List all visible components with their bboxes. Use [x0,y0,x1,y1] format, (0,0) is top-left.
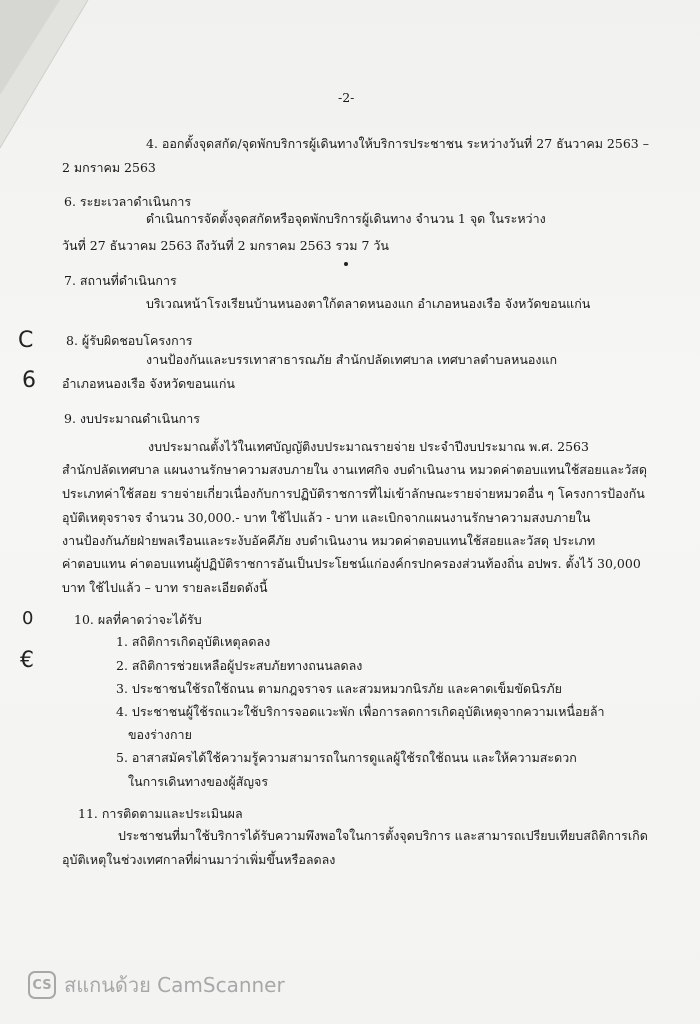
margin-mark-4: € [20,648,34,673]
section6-line2: วันที่ 27 ธันวาคม 2563 ถึงวันที่ 2 มกราคม 2563 รวม 7 วัน [62,238,389,253]
section10-item2: 2. สถิติการช่วยเหลือผู้ประสบภัยทางถนนลดลง [116,658,363,673]
item4-line2: 2 มกราคม 2563 [62,160,156,175]
section9-line7: บาท ใช้ไปแล้ว – บาท รายละเอียดดังนี้ [62,580,268,595]
section9-line2: สำนักปลัดเทศบาล แผนงานรักษาความสงบภายใน งานเทศกิจ งบดำเนินงาน หมวดค่าตอบแทนใช้สอยและวัสดุ [62,462,647,477]
margin-mark-1: C [18,328,34,353]
section9-line3: ประเภทค่าใช้สอย รายจ่ายเกี่ยวเนื่องกับการปฏิบัติราชการที่ไม่เข้าลักษณะรายจ่ายหมวดอื่น ๆ โครงการป้องกัน [62,486,645,501]
section11-heading: 11. การติดตามและประเมินผล [78,806,243,821]
section11-line2: อุบัติเหตุในช่วงเทศกาลที่ผ่านมาว่าเพิ่มขึ้นหรือลดลง [62,852,336,867]
margin-mark-3: 0 [22,608,34,629]
section9-line4: อุบัติเหตุจราจร จำนวน 30,000.- บาท ใช้ไปแล้ว - บาท และเบิกจากแผนงานรักษาความสงบภายใน [62,510,591,525]
section9-heading: 9. งบประมาณดำเนินการ [64,411,200,426]
page-fold-shadow [0,0,90,150]
section9-line5: งานป้องกันภัยฝ่ายพลเรือนและระงับอัคคีภัย งบดำเนินงาน หมวดค่าตอบแทนใช้สอยและวัสดุ ประเภท [62,533,596,548]
section8-line2: อำเภอหนองเรือ จังหวัดขอนแก่น [62,376,235,391]
section10-item4: 4. ประชาชนผู้ใช้รถแวะใช้บริการจอดแวะพัก เพื่อการลดการเกิดอุบัติเหตุจากความเหนื่อยล้า [116,704,605,719]
section9-line6: ค่าตอบแทน ค่าตอบแทนผู้ปฏิบัติราชการอันเป็นประโยชน์แก่องค์กรปกครองส่วนท้องถิ่น อปพร. ตั้งไว้ 30,000 [62,556,641,571]
section11-line1: ประชาชนที่มาใช้บริการได้รับความพึงพอใจในการตั้งจุดบริการ และสามารถเปรียบเทียบสถิติการเกิด [118,828,648,843]
section10-item3: 3. ประชาชนใช้รถใช้ถนน ตามกฎจราจร และสวมหมวกนิรภัย และคาดเข็มขัดนิรภัย [116,681,562,696]
camscanner-logo-icon: CS [28,971,56,999]
section7-line1: บริเวณหน้าโรงเรียนบ้านหนองตาใก้ตลาดหนองแก อำเภอหนองเรือ จังหวัดขอนแก่น [146,296,591,311]
camscanner-text: สแกนด้วย CamScanner [64,973,285,997]
section10-heading: 10. ผลที่คาดว่าจะได้รับ [74,612,202,627]
section9-line1: งบประมาณตั้งไว้ในเทศบัญญัติงบประมาณรายจ่าย ประจำปีงบประมาณ พ.ศ. 2563 [148,439,589,454]
section8-heading: 8. ผู้รับผิดชอบโครงการ [66,333,193,348]
section10-item1: 1. สถิติการเกิดอุบัติเหตุลดลง [116,634,271,649]
camscanner-watermark [28,970,285,1000]
section6-heading: 6. ระยะเวลาดำเนินการ [64,194,192,209]
item4-line1: 4. ออกตั้งจุดสกัด/จุดพักบริการผู้เดินทางให้บริการประชาชน ระหว่างวันที่ 27 ธันวาคม 2563 – [146,136,649,151]
section8-line1: งานป้องกันและบรรเทาสาธารณภัย สำนักปลัดเทศบาล เทศบาลตำบลหนองแก [146,352,558,367]
section6-line1: ดำเนินการจัดตั้งจุดสกัดหรือจุดพักบริการผู้เดินทาง จำนวน 1 จุด ในระหว่าง [146,211,546,226]
section7-heading: 7. สถานที่ดำเนินการ [64,273,177,288]
section10-item5-cont: ในการเดินทางของผู้สัญจร [128,774,269,789]
section10-item5: 5. อาสาสมัครได้ใช้ความรู้ความสามารถในการดูแลผู้ใช้รถใช้ถนน และให้ความสะดวก [116,750,577,765]
page-number: -2- [338,90,355,105]
margin-mark-2: 6 [22,368,36,393]
section10-item4-cont: ของร่างกาย [128,727,192,742]
stray-dot [344,262,348,266]
